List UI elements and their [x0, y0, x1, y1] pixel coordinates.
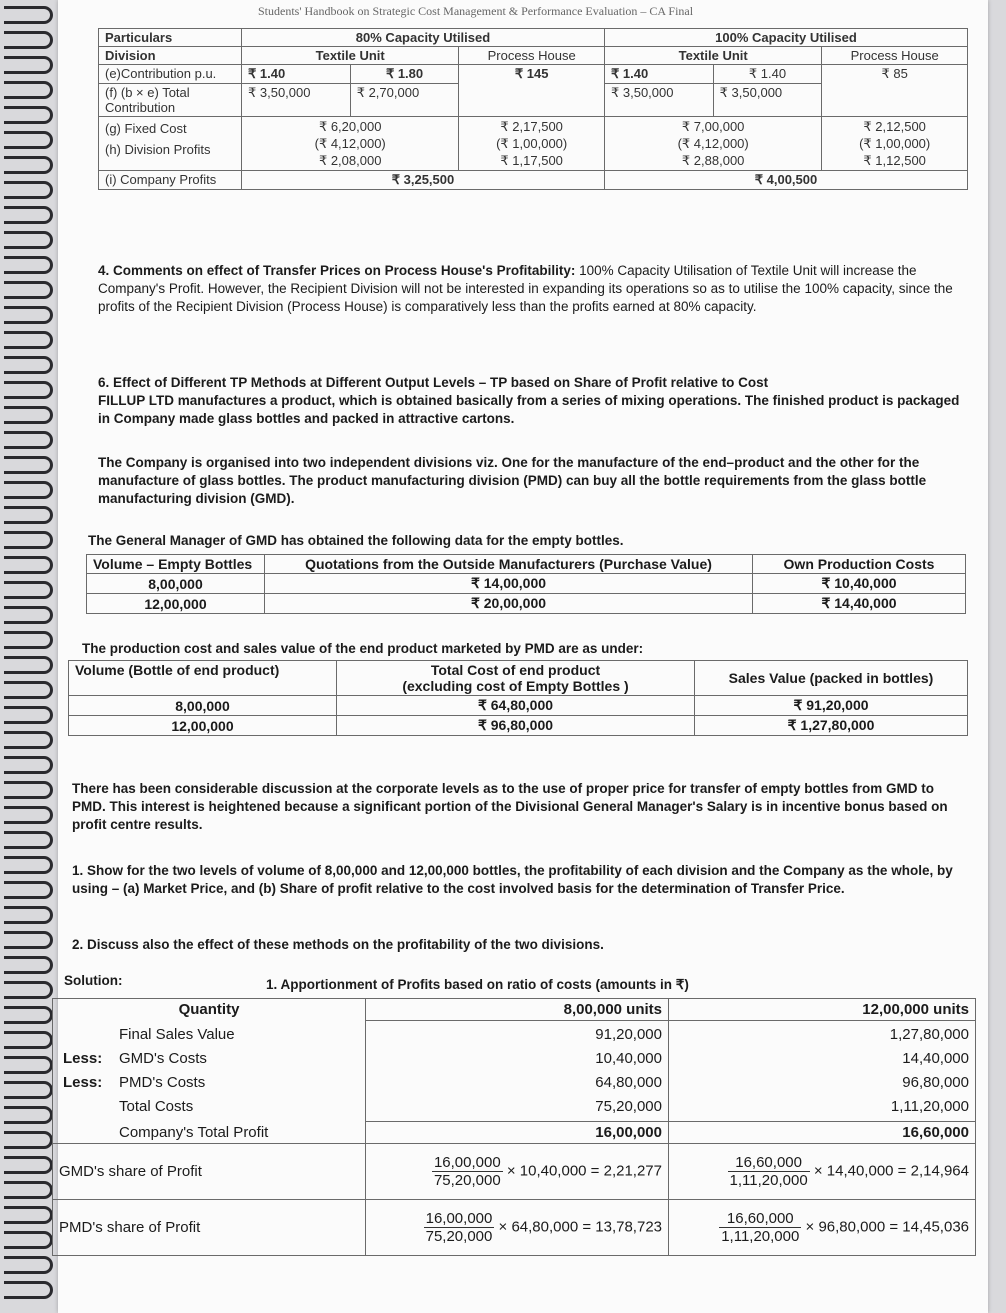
spiral-ring [4, 331, 53, 349]
profit-12: 16,60,000 [669, 1122, 976, 1144]
f100-a: ₹ 3,50,000 [604, 84, 713, 117]
g8-den: 75,20,000 [433, 1172, 501, 1189]
pmd-cost-1: ₹ 64,80,000 [337, 696, 695, 716]
row-i-label: (i) Company Profits [99, 171, 242, 190]
f80-a: ₹ 3,50,000 [242, 84, 351, 117]
comment-4-title: 4. Comments on effect of Transfer Prices on Process House's Profitability: [98, 263, 576, 278]
t100-total: ₹ 7,00,000 [681, 119, 745, 134]
spiral-ring [4, 806, 53, 824]
p8-den: 75,20,000 [425, 1228, 493, 1245]
spiral-ring [4, 481, 53, 499]
g8-rest: × 10,40,000 = 2,21,277 [506, 1162, 662, 1180]
row-1-v8: 91,20,000 [595, 1026, 662, 1043]
q6-title: 6. Effect of Different TP Methods at Different Output Levels – TP based on Share of Profit relative to Cost [98, 375, 769, 390]
pmd-cost-2: ₹ 96,80,000 [337, 716, 695, 736]
task-2: 2. Discuss also the effect of these methods on the profitability of the two divisions. [72, 937, 604, 952]
spiral-ring [4, 456, 53, 474]
row-4-label: Total Costs [119, 1098, 194, 1115]
spiral-ring [4, 706, 53, 724]
row-2-label: GMD's Costs [119, 1050, 207, 1067]
gmd-h1: Volume – Empty Bottles [87, 555, 265, 574]
row-2-prefix: Less: [63, 1050, 103, 1067]
spiral-ring [4, 131, 53, 149]
spiral-ring [4, 1131, 53, 1149]
handbook-page [58, 0, 988, 1313]
spiral-ring [4, 1081, 53, 1099]
row-3-v12: 96,80,000 [902, 1074, 969, 1091]
pmd-share-label: PMD's share of Profit [53, 1200, 366, 1256]
spiral-ring [4, 431, 53, 449]
gmd-share-12-fraction [728, 1154, 810, 1189]
spiral-ring [4, 1106, 53, 1124]
t100-profit: ₹ 2,88,000 [681, 153, 745, 168]
spiral-ring [4, 581, 53, 599]
row-4-v12: 1,11,20,000 [890, 1098, 969, 1115]
spiral-ring [4, 1256, 53, 1274]
gmd-own-2: ₹ 14,40,000 [753, 594, 966, 614]
pmd-share-12-fraction [719, 1210, 801, 1245]
quantity-header: Quantity [53, 999, 366, 1021]
spiral-ring [4, 1181, 53, 1199]
t80-total: ₹ 6,20,000 [318, 119, 382, 134]
company-100: ₹ 4,00,500 [604, 171, 967, 190]
p8-num: 16,00,000 [425, 1210, 493, 1227]
profit-8: 16,00,000 [366, 1122, 669, 1144]
e100-b: ₹ 1.40 [713, 65, 822, 84]
spiral-ring [4, 181, 53, 199]
spiral-ring [4, 756, 53, 774]
row-3-prefix: Less: [63, 1074, 103, 1091]
spiral-ring [4, 681, 53, 699]
pmd-sales-1: ₹ 91,20,000 [695, 696, 968, 716]
spiral-ring [4, 1031, 53, 1049]
discussion-para: There has been considerable discussion at the corporate levels as to the use of proper price for transfer of empty bottles from GMD to PMD. This interest is heightened because a significant portion of the Divisional General Manager's Salary is in incentive bonus based on profit centre results. [72, 781, 948, 832]
profit-label: Company's Total Profit [53, 1122, 366, 1144]
e100-p: ₹ 85 [822, 65, 968, 117]
p12-rest: × 96,80,000 = 14,45,036 [805, 1218, 969, 1236]
p80-profit: ₹ 1,17,500 [500, 153, 563, 168]
company-80: ₹ 3,25,500 [242, 171, 605, 190]
pmd-vol-1: 8,00,000 [69, 696, 337, 716]
process-100-header: Process House [822, 47, 968, 65]
row-2-v8: 10,40,000 [595, 1050, 662, 1067]
gmd-intro: The General Manager of GMD has obtained the following data for the empty bottles. [88, 533, 624, 548]
p100-profit: ₹ 1,12,500 [863, 153, 926, 168]
p80-fixed: (₹ 1,00,000) [496, 136, 568, 151]
t80-fixed: (₹ 4,12,000) [314, 136, 386, 151]
f80-b: ₹ 2,70,000 [350, 84, 459, 117]
spiral-ring [4, 1156, 53, 1174]
gmd-h2: Quotations from the Outside Manufacturers (Purchase Value) [265, 555, 753, 574]
spiral-ring [4, 81, 53, 99]
solution-table [52, 998, 976, 1256]
spiral-ring [4, 1231, 53, 1249]
solution-label: Solution: [64, 973, 123, 988]
gmd-share-label: GMD's share of Profit [53, 1144, 366, 1200]
spiral-ring [4, 6, 53, 24]
e80-b: ₹ 1.80 [350, 65, 459, 84]
spiral-ring [4, 156, 53, 174]
row-1-v12: 1,27,80,000 [889, 1026, 969, 1043]
spiral-ring [4, 231, 53, 249]
row-3-label: PMD's Costs [119, 1074, 206, 1091]
q6-para-1: FILLUP LTD manufactures a product, which is obtained basically from a series of mixing operations. The finished product is packaged in Company made glass bottles and packed in attractive cartons. [98, 393, 960, 426]
spiral-ring [4, 631, 53, 649]
division-header: Division [99, 47, 242, 65]
e100-a: ₹ 1.40 [604, 65, 713, 84]
spiral-ring [4, 831, 53, 849]
spiral-ring [4, 281, 53, 299]
spiral-ring [4, 381, 53, 399]
gmd-share-8-fraction [432, 1154, 503, 1189]
p80-total: ₹ 2,17,500 [500, 119, 563, 134]
gmd-h3: Own Production Costs [753, 555, 966, 574]
textile-100-header: Textile Unit [604, 47, 821, 65]
pmd-sales-2: ₹ 1,27,80,000 [695, 716, 968, 736]
e80-p: ₹ 145 [459, 65, 605, 117]
row-4-v8: 75,20,000 [595, 1098, 662, 1115]
spiral-ring [4, 306, 53, 324]
pmd-h2b: (excluding cost of Empty Bottles ) [402, 678, 629, 694]
spiral-ring [4, 731, 53, 749]
spiral-ring [4, 356, 53, 374]
gmd-quote-1: ₹ 14,00,000 [265, 574, 753, 594]
spiral-ring [4, 1056, 53, 1074]
spiral-ring [4, 781, 53, 799]
gmd-own-1: ₹ 10,40,000 [753, 574, 966, 594]
spiral-ring [4, 1206, 53, 1224]
spiral-ring [4, 1281, 53, 1299]
spiral-ring [4, 31, 53, 49]
gmd-vol-2: 12,00,000 [87, 594, 265, 614]
comment-4-body: 100% Capacity Utilisation of Textile Unit will increase the Company's Profit. However, the Recipient Division will not be interested in expanding its operations so as to utilise the 100% capacity, since the profits of the Recipient Division (Process House) is comparatively less than the profits earned at 80% capacity. [98, 263, 953, 314]
spiral-ring [4, 856, 53, 874]
g12-rest: × 14,40,000 = 2,14,964 [813, 1162, 969, 1180]
spiral-ring [4, 106, 53, 124]
spiral-ring [4, 406, 53, 424]
solution-title: 1. Apportionment of Profits based on ratio of costs (amounts in ₹) [266, 977, 689, 992]
running-header: Students' Handbook on Strategic Cost Management & Performance Evaluation – CA Final [258, 4, 694, 18]
pmd-intro: The production cost and sales value of the end product marketed by PMD are as under: [82, 641, 644, 656]
p12-num: 16,60,000 [719, 1210, 801, 1228]
pmd-share-8-fraction [424, 1210, 495, 1245]
g8-num: 16,00,000 [433, 1154, 501, 1171]
t100-fixed: (₹ 4,12,000) [677, 136, 749, 151]
p100-total: ₹ 2,12,500 [863, 119, 926, 134]
cap100-header: 100% Capacity Utilised [604, 29, 967, 47]
row-3-v8: 64,80,000 [595, 1074, 662, 1091]
gmd-quote-2: ₹ 20,00,000 [265, 594, 753, 614]
gmd-table [86, 554, 966, 614]
col-12-header: 12,00,000 units [669, 999, 976, 1021]
spiral-ring [4, 981, 53, 999]
p12-den: 1,11,20,000 [721, 1228, 800, 1245]
spiral-ring [4, 1006, 53, 1024]
task-1: 1. Show for the two levels of volume of 8,00,000 and 12,00,000 bottles, the profitability of each division and the Company as the whole, by using – (a) Market Price, and (b) Share of profit relative to the cost involved basis for the determination of Transfer Price. [72, 863, 953, 896]
row-e-label: (e)Contribution p.u. [99, 65, 242, 84]
row-1-label: Final Sales Value [119, 1026, 235, 1043]
p100-fixed: (₹ 1,00,000) [859, 136, 931, 151]
textile-80-header: Textile Unit [242, 47, 459, 65]
particulars-header: Particulars [99, 29, 242, 47]
pmd-h3: Sales Value (packed in bottles) [695, 661, 968, 696]
spiral-ring [4, 256, 53, 274]
spiral-ring [4, 906, 53, 924]
pmd-h1: Volume (Bottle of end product) [69, 661, 337, 696]
spiral-ring [4, 206, 53, 224]
e80-a: ₹ 1.40 [242, 65, 351, 84]
p8-rest: × 64,80,000 = 13,78,723 [498, 1218, 662, 1236]
row-g-label: (g) Fixed Cost [105, 121, 187, 136]
spiral-ring [4, 656, 53, 674]
spiral-ring [4, 531, 53, 549]
spiral-ring [4, 56, 53, 74]
comment-4 [98, 262, 968, 316]
pmd-h2: Total Cost of end product [430, 662, 601, 678]
capacity-comparison-table [98, 28, 968, 190]
row-h-label: (h) Division Profits [105, 142, 211, 157]
spiral-ring [4, 931, 53, 949]
spiral-ring [4, 606, 53, 624]
process-80-header: Process House [459, 47, 605, 65]
g12-num: 16,60,000 [728, 1154, 810, 1172]
pmd-vol-2: 12,00,000 [69, 716, 337, 736]
q6-para-2: The Company is organised into two independent divisions viz. One for the manufacture of the end–product and the other for the manufacture of glass bottles. The product manufacturing division (PMD) can buy all the bottle requirements from the glass bottle manufacturing division (GMD). [98, 455, 927, 506]
t80-profit: ₹ 2,08,000 [318, 153, 382, 168]
g12-den: 1,11,20,000 [729, 1172, 808, 1189]
col-8-header: 8,00,000 units [366, 999, 669, 1021]
cap80-header: 80% Capacity Utilised [242, 29, 605, 47]
spiral-ring [4, 506, 53, 524]
spiral-ring [4, 556, 53, 574]
gmd-vol-1: 8,00,000 [87, 574, 265, 594]
row-f-label: (f) (b × e) Total Contribution [99, 84, 242, 117]
f100-b: ₹ 3,50,000 [713, 84, 822, 117]
spiral-ring [4, 956, 53, 974]
spiral-ring [4, 881, 53, 899]
row-2-v12: 14,40,000 [902, 1050, 969, 1067]
pmd-table [68, 660, 968, 736]
